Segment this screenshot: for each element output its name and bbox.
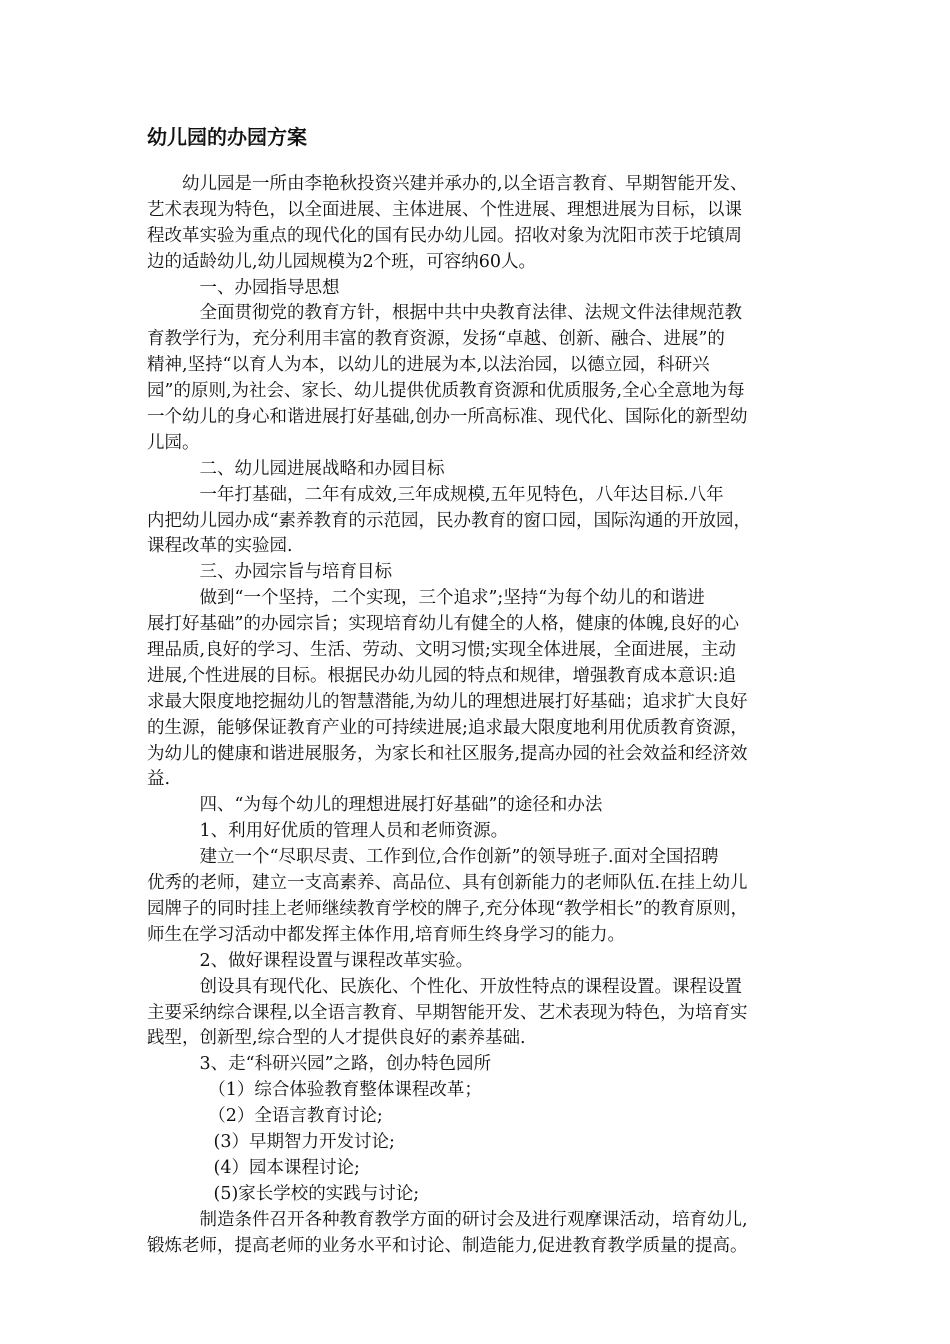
paragraph-line: 锻炼老师，提高老师的业务水平和讨论、制造能力,促进教育教学质量的提高。 xyxy=(147,1235,748,1256)
paragraph-line: 进展,个性进展的目标。根据民办幼儿园的特点和规律，增强教育成本意识:追 xyxy=(147,665,736,686)
paragraph-line: 2、做好课程设置与课程改革实验。 xyxy=(199,950,474,971)
paragraph-line: 践型，创新型,综合型的人才提供良好的素养基础. xyxy=(147,1028,526,1049)
paragraph-line: 一个幼儿的身心和谐进展打好基础,创办一所高标准、现代化、国际化的新型幼 xyxy=(147,407,748,428)
paragraph-line: 创设具有现代化、民族化、个性化、开放性特点的课程设置。课程设置 xyxy=(199,976,742,997)
paragraph-line: 建立一个“尽职尽责、工作到位,合作创新”的领导班子.面对全国招聘 xyxy=(199,847,719,868)
paragraph-line: 全面贯彻党的教育方针，根据中共中央教育法律、法规文件法律规范教 xyxy=(199,303,742,324)
paragraph-line: 求最大限度地挖掘幼儿的智慧潜能,为幼儿的理想进展打好基础；追求扩大良好 xyxy=(147,691,748,712)
paragraph-line: 1、利用好优质的管理人员和老师资源。 xyxy=(199,821,509,842)
paragraph-line: 边的适龄幼儿,幼儿园规模为2个班，可容纳60人。 xyxy=(147,251,536,272)
paragraph-line: 3、走“科研兴园”之路，创办特色园所 xyxy=(199,1054,492,1075)
paragraph-line: 育教学行为，充分利用丰富的教育资源，发扬“卓越、创新、融合、进展”的 xyxy=(147,329,725,350)
paragraph-line: （1）综合体验教育整体课程改革； xyxy=(208,1080,482,1101)
paragraph-line: 益. xyxy=(147,769,171,790)
document-title: 幼儿园的办园方案 xyxy=(147,125,307,149)
paragraph-line: (5)家长学校的实践与讨论; xyxy=(213,1183,420,1204)
paragraph-line: 儿园。 xyxy=(147,432,200,453)
paragraph-line: 幼儿园是一所由李艳秋投资兴建并承办的,以全语言教育、早期智能开发、 xyxy=(182,174,748,194)
paragraph-line: 主要采纳综合课程,以全语言教育、早期智能开发、艺术表现为特色，为培育实 xyxy=(147,1002,748,1023)
paragraph-line: 为幼儿的健康和谐进展服务，为家长和社区服务,提高办园的社会效益和经济效 xyxy=(147,743,748,764)
paragraph-line: (4）园本课程讨论; xyxy=(213,1157,360,1178)
paragraph-line: 程改革实验为重点的现代化的国有民办幼儿园。招收对象为沈阳市茨于坨镇周 xyxy=(147,225,742,246)
paragraph-line: (3）早期智力开发讨论; xyxy=(213,1131,395,1152)
paragraph-line: 课程改革的实验园. xyxy=(147,536,293,557)
paragraph-line: 一年打基础，二年有成效,三年成规模,五年见特色，八年达目标.八年 xyxy=(199,484,724,505)
paragraph-line: 艺术表现为特色，以全面进展、主体进展、个性进展、理想进展为目标，以课 xyxy=(147,199,742,220)
paragraph-line: 的生源，能够保证教育产业的可持续进展;追求最大限度地利用优质教育资源， xyxy=(147,717,748,738)
paragraph-line: 师生在学习活动中都发挥主体作用,培育师生终身学习的能力。 xyxy=(147,924,626,945)
paragraph-line: 园”的原则,为社会、家长、幼儿提供优质教育资源和优质服务,全心全意地为每 xyxy=(147,381,745,402)
paragraph-line: 三、办园宗旨与培育目标 xyxy=(199,562,392,583)
paragraph-line: 优秀的老师，建立一支高素养、高品位、具有创新能力的老师队伍.在挂上幼儿 xyxy=(147,873,748,894)
paragraph-line: 展打好基础”的办园宗旨；实现培育幼儿有健全的人格，健康的体魄,良好的心 xyxy=(147,614,740,635)
document-body xyxy=(147,172,827,1259)
paragraph-line: 内把幼儿园办成“素养教育的示范园，民办教育的窗口园，国际沟通的开放园， xyxy=(147,510,751,531)
paragraph-line: 做到“一个坚持，二个实现，三个追求”;坚持“为每个幼儿的和谐进 xyxy=(199,588,705,609)
paragraph-line: 二、幼儿园进展战略和办园目标 xyxy=(199,458,445,479)
paragraph-line: 制造条件召开各种教育教学方面的研讨会及进行观摩课活动，培育幼儿, xyxy=(199,1209,748,1230)
paragraph-line: （2）全语言教育讨论; xyxy=(208,1106,383,1127)
paragraph-line: 园牌子的同时挂上老师继续教育学校的牌子,充分体现“教学相长”的教育原则， xyxy=(147,898,748,919)
paragraph-line: 精神,坚持“以育人为本，以幼儿的进展为本,以法治园，以德立园，科研兴 xyxy=(147,355,710,376)
paragraph-line: 理品质,良好的学习、生活、劳动、文明习惯;实现全体进展，全面进展，主动 xyxy=(147,640,736,661)
paragraph-line: 一、办园指导思想 xyxy=(199,277,340,298)
paragraph-line: 四、“为每个幼儿的理想进展打好基础”的途径和办法 xyxy=(199,795,603,816)
